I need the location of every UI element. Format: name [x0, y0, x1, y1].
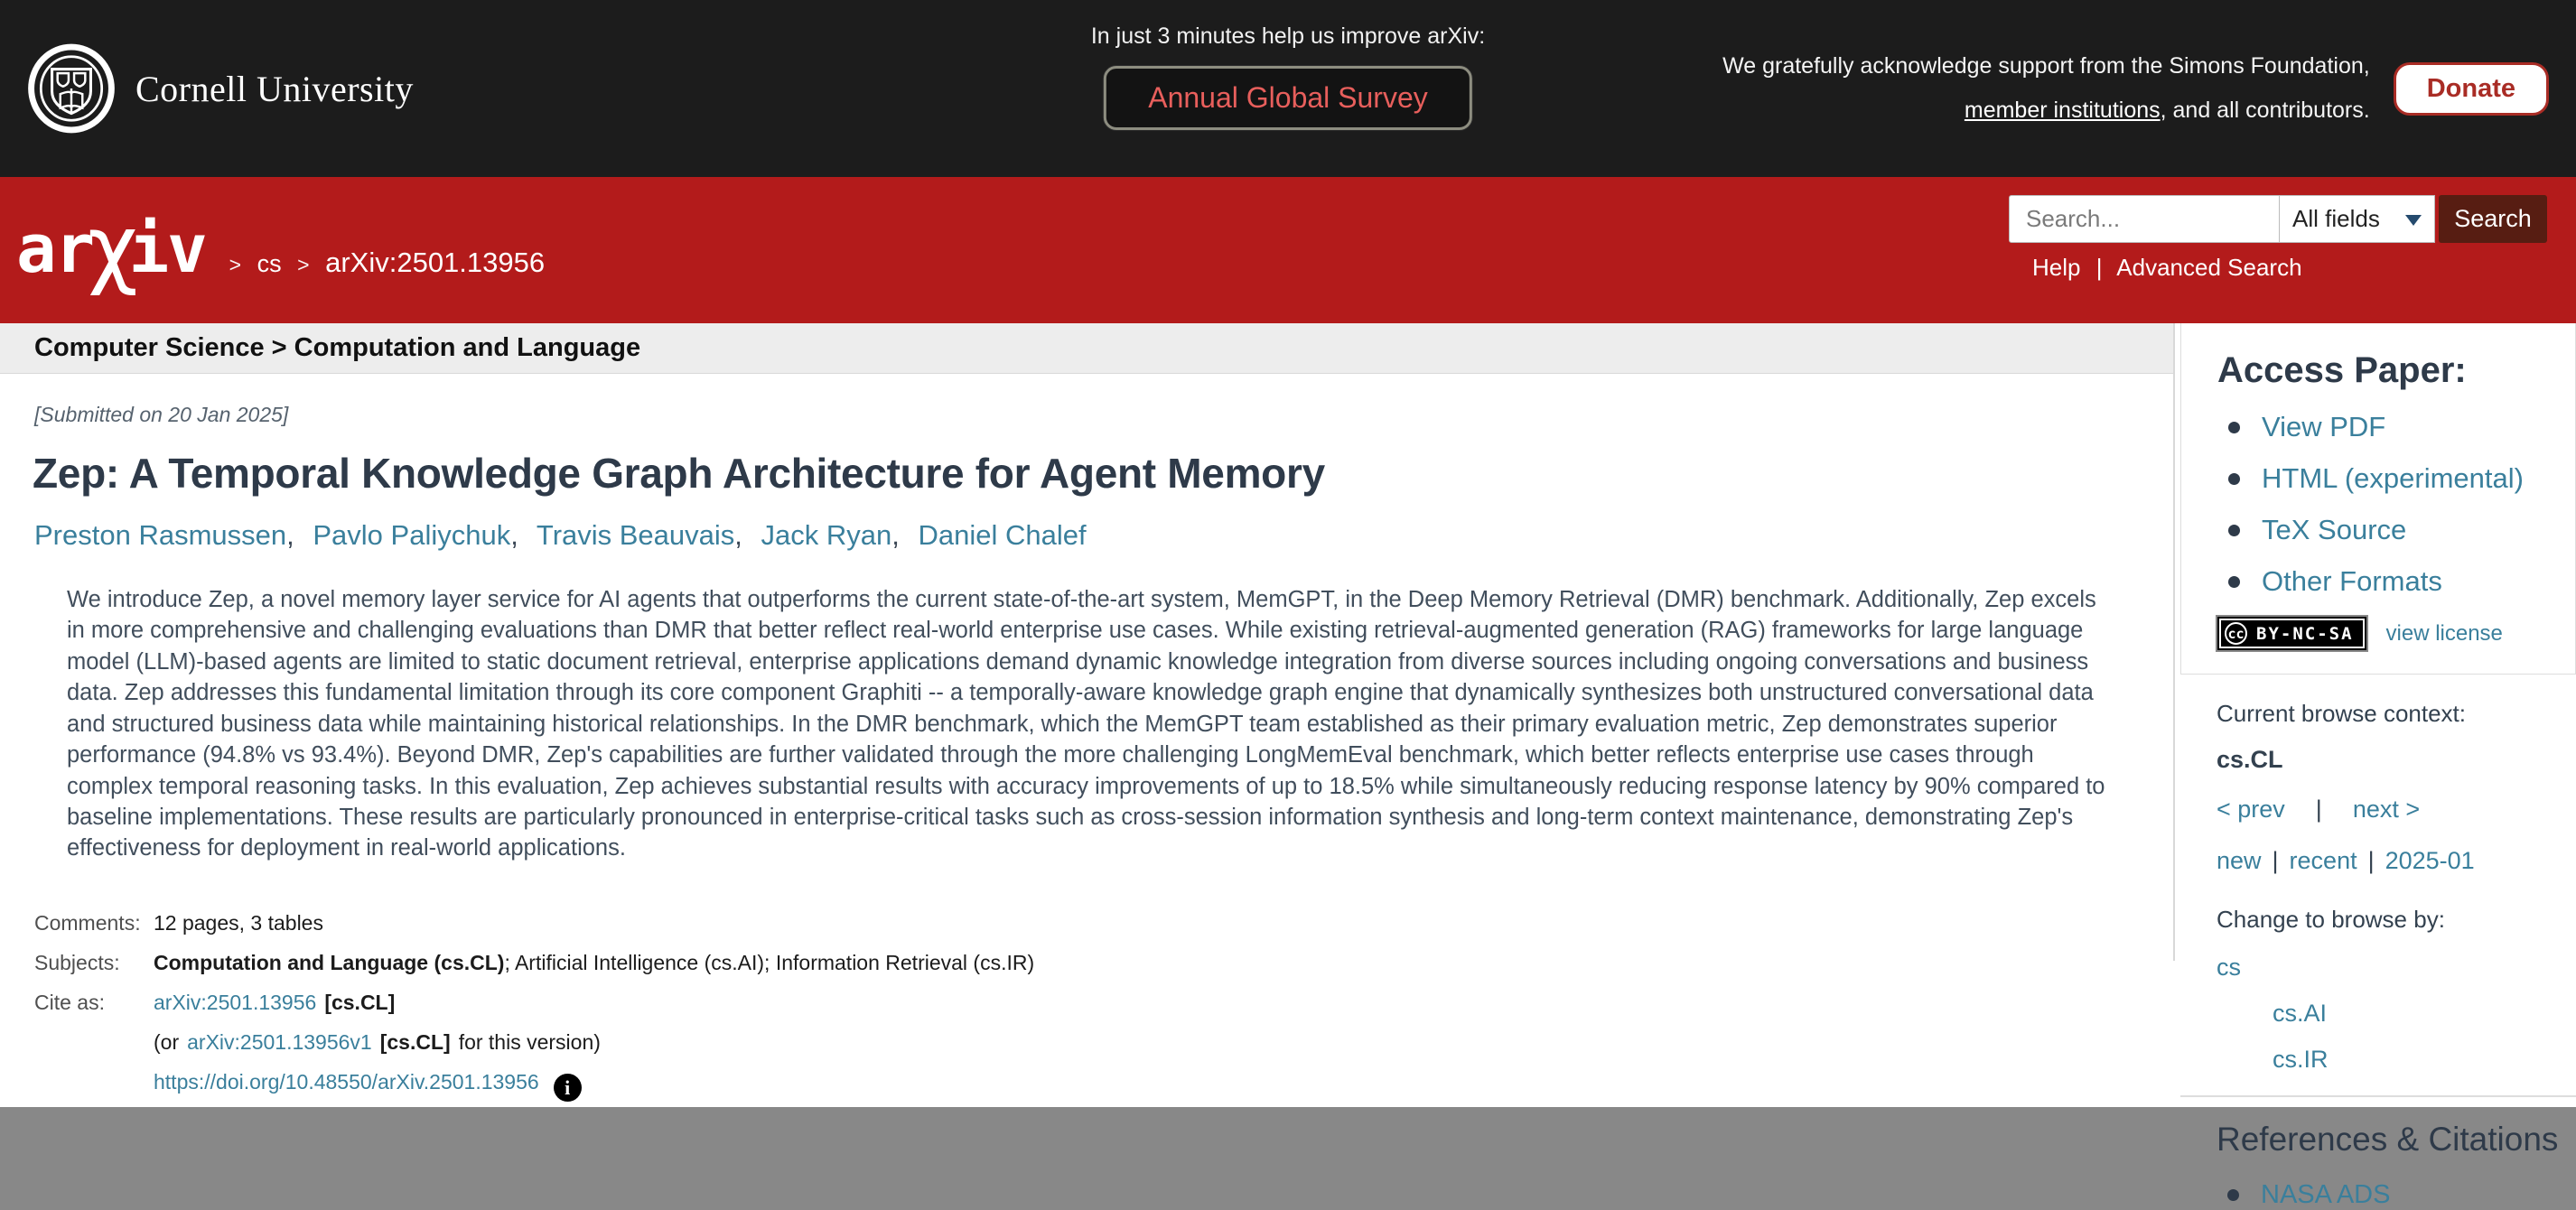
prev-link[interactable]: < prev	[2217, 796, 2285, 823]
empty-cell	[34, 1028, 154, 1056]
license-row	[2217, 617, 2561, 650]
subject-breadcrumb-bar	[0, 323, 2173, 374]
subject-breadcrumb: Computer Science > Computation and Language	[34, 333, 641, 362]
top-header	[0, 0, 2576, 177]
references-citations-section	[2180, 1097, 2576, 1210]
author-link[interactable]: Pavlo Paliychuk	[313, 519, 511, 551]
subjects-primary: Computation and Language (cs.CL)	[154, 950, 505, 974]
browse-cs-ir-link[interactable]: cs.IR	[2273, 1046, 2329, 1073]
list-item	[2228, 514, 2561, 546]
list-item	[2228, 565, 2561, 598]
bullet-icon	[2228, 473, 2240, 485]
main-column	[0, 323, 2173, 1099]
tex-source-link[interactable]: TeX Source	[2262, 514, 2407, 545]
cite-version-value	[154, 1028, 2173, 1056]
annual-global-survey-button[interactable]: Annual Global Survey	[1104, 66, 1472, 130]
list-item	[2227, 1180, 2562, 1210]
doi-link[interactable]: https://doi.org/10.48550/arXiv.2501.13956	[154, 1069, 539, 1094]
cc-license-badge[interactable]	[2217, 617, 2366, 650]
bullet-icon	[2228, 422, 2240, 433]
bullet-icon	[2228, 576, 2240, 588]
html-experimental-link[interactable]: HTML (experimental)	[2262, 462, 2524, 494]
access-links-list	[2217, 411, 2561, 598]
abstract-text: We introduce Zep, a novel memory layer service for AI agents that outperforms the current state-of-the-art system, MemGPT, in the Deep Memory Retrieval (DMR) benchmark. Additionally, Zep excels in more comprehensive and challenging evaluations than DMR that better reflect real-world enterprise use cases. While existing retrieval-augmented generation (RAG) frameworks for large language model (LLM)-based agents are limited to static document retrieval, enterprise applications demand dynamic knowledge integration from diverse sources including ongoing conversations and business data. Zep addresses this fundamental limitation through its core component Graphiti -- a temporally-aware knowledge graph engine that dynamically synthesizes both unstructured conversational data and structured business data while maintaining historical relationships. In the DMR benchmark, which the MemGPT team established as their primary evaluation metric, Zep demonstrates superior performance (94.8% vs 93.4%). Beyond DMR, Zep's capabilities are further validated through the more challenging LongMemEval benchmark, which better reflects enterprise use cases through complex temporal reasoning tasks. In this evaluation, Zep achieves substantial results with accuracy improvements of up to 18.5% while simultaneously reducing response latency by 90% compared to baseline implementations. These results are particularly pronounced in enterprise-critical tasks such as cross-session information synthesis and long-term context maintenance, demonstrating Zep's effectiveness for deployment in real-world applications.	[67, 587, 2105, 861]
browse-context-value: cs.CL	[2217, 746, 2283, 773]
page-body	[0, 323, 2576, 1209]
cornell-brand-text: Cornell University	[135, 68, 414, 109]
empty-cell	[34, 1068, 154, 1102]
browse-cs-link[interactable]: cs	[2217, 954, 2241, 981]
cite-alt-suffix: for this version)	[458, 1029, 601, 1054]
cite-as-label: Cite as:	[34, 990, 105, 1014]
doi-row	[154, 1068, 2173, 1102]
recent-link[interactable]: recent	[2289, 847, 2357, 874]
cite-version-class: [cs.CL]	[379, 1029, 451, 1054]
breadcrumb-paper-id: arXiv:2501.13956	[325, 247, 546, 278]
authors-line	[34, 519, 2173, 552]
sidebar	[2173, 323, 2576, 1209]
arxiv-logo-chi-icon: χ	[88, 197, 136, 298]
cite-class: [cs.CL]	[324, 990, 396, 1014]
pipe-separator: |	[2095, 254, 2103, 281]
access-paper-panel	[2180, 323, 2576, 675]
view-pdf-link[interactable]: View PDF	[2262, 411, 2386, 442]
search-area	[2009, 195, 2547, 282]
metadata-table	[34, 909, 2173, 1102]
author-link[interactable]: Daniel Chalef	[918, 519, 1087, 551]
search-row	[2009, 195, 2547, 243]
browse-context-section	[2180, 675, 2576, 1097]
access-paper-heading: Access Paper:	[2217, 350, 2467, 390]
info-icon[interactable]: i	[554, 1074, 582, 1102]
chevron-down-icon	[2405, 215, 2422, 226]
search-field-select[interactable]	[2280, 195, 2435, 243]
submission-date: [Submitted on 20 Jan 2025]	[34, 403, 289, 426]
browse-cs-ai-link[interactable]: cs.AI	[2273, 1000, 2328, 1027]
subjects-rest: ; Artificial Intelligence (cs.AI); Information Retrieval (cs.IR)	[504, 950, 1035, 974]
list-item	[2228, 462, 2561, 495]
arxiv-banner	[0, 177, 2576, 323]
cornell-logo-link[interactable]	[27, 44, 414, 133]
cc-license-text: BY-NC-SA	[2256, 623, 2354, 644]
breadcrumb	[220, 247, 545, 279]
chevron-right-icon: >	[297, 253, 310, 276]
support-text	[1722, 44, 2370, 133]
cornell-seal-icon	[27, 44, 116, 133]
pipe-separator: |	[2367, 847, 2375, 874]
arxiv-logo-ar: ar	[16, 210, 94, 288]
new-link[interactable]: new	[2217, 847, 2262, 874]
comma-separator: ,	[891, 519, 900, 551]
browse-context-label: Current browse context:	[2217, 700, 2467, 727]
bullet-icon	[2227, 1189, 2239, 1201]
bullet-icon	[2228, 525, 2240, 536]
chevron-right-icon: >	[229, 253, 242, 276]
author-link[interactable]: Jack Ryan	[761, 519, 892, 551]
subjects-label: Subjects:	[34, 950, 120, 974]
search-button[interactable]: Search	[2439, 195, 2547, 243]
search-help-row	[2032, 254, 2547, 282]
prev-next-row	[2217, 796, 2562, 824]
arxiv-logo[interactable]	[16, 191, 206, 298]
survey-prompt: In just 3 minutes help us improve arXiv:	[1090, 23, 1486, 49]
arxiv-logo-iv: iv	[128, 210, 206, 288]
cite-alt-prefix: (or	[154, 1029, 180, 1054]
comments-value: 12 pages, 3 tables	[154, 910, 323, 935]
support-line1: We gratefully acknowledge support from the Simons Foundation,	[1722, 53, 2370, 79]
breadcrumb-cs-link[interactable]: cs	[257, 250, 282, 277]
comma-separator: ,	[734, 519, 742, 551]
month-link[interactable]: 2025-01	[2385, 847, 2475, 874]
search-input[interactable]	[2009, 195, 2280, 243]
comma-separator: ,	[510, 519, 518, 551]
donate-button[interactable]: Donate	[2394, 62, 2549, 116]
view-license-link[interactable]: view license	[2385, 620, 2503, 646]
author-link[interactable]: Travis Beauvais	[536, 519, 735, 551]
support-line2-suffix: , and all contributors.	[2160, 98, 2370, 123]
references-citations-heading: References & Citations	[2217, 1121, 2559, 1158]
change-browse-label: Change to browse by:	[2217, 906, 2445, 933]
pipe-separator: |	[2272, 847, 2279, 874]
cite-version-link[interactable]: arXiv:2501.13956v1	[187, 1029, 372, 1054]
cite-value	[154, 989, 2173, 1017]
advanced-search-link[interactable]: Advanced Search	[2116, 254, 2302, 281]
nasa-ads-link[interactable]: NASA ADS	[2261, 1180, 2391, 1209]
member-institutions-link[interactable]: member institutions	[1964, 98, 2161, 123]
next-link[interactable]: next >	[2352, 796, 2421, 823]
comments-label: Comments:	[34, 910, 141, 935]
list-item	[2228, 411, 2561, 443]
support-block	[1722, 44, 2549, 133]
survey-block	[1091, 23, 1485, 130]
search-field-value: All fields	[2292, 205, 2380, 232]
comma-separator: ,	[286, 519, 294, 551]
browse-nav-row	[2217, 847, 2562, 875]
cite-arxiv-link[interactable]: arXiv:2501.13956	[154, 990, 317, 1014]
author-link[interactable]: Preston Rasmussen	[34, 519, 287, 551]
pipe-separator: |	[2315, 796, 2322, 823]
subjects-value	[154, 949, 2173, 977]
other-formats-link[interactable]: Other Formats	[2262, 565, 2442, 597]
cc-icon: cc	[2225, 622, 2247, 645]
paper-title: Zep: A Temporal Knowledge Graph Architecture for Agent Memory	[33, 450, 1325, 497]
banner-breadcrumb-row	[16, 191, 546, 298]
references-list	[2217, 1180, 2562, 1210]
help-link[interactable]: Help	[2032, 254, 2081, 281]
